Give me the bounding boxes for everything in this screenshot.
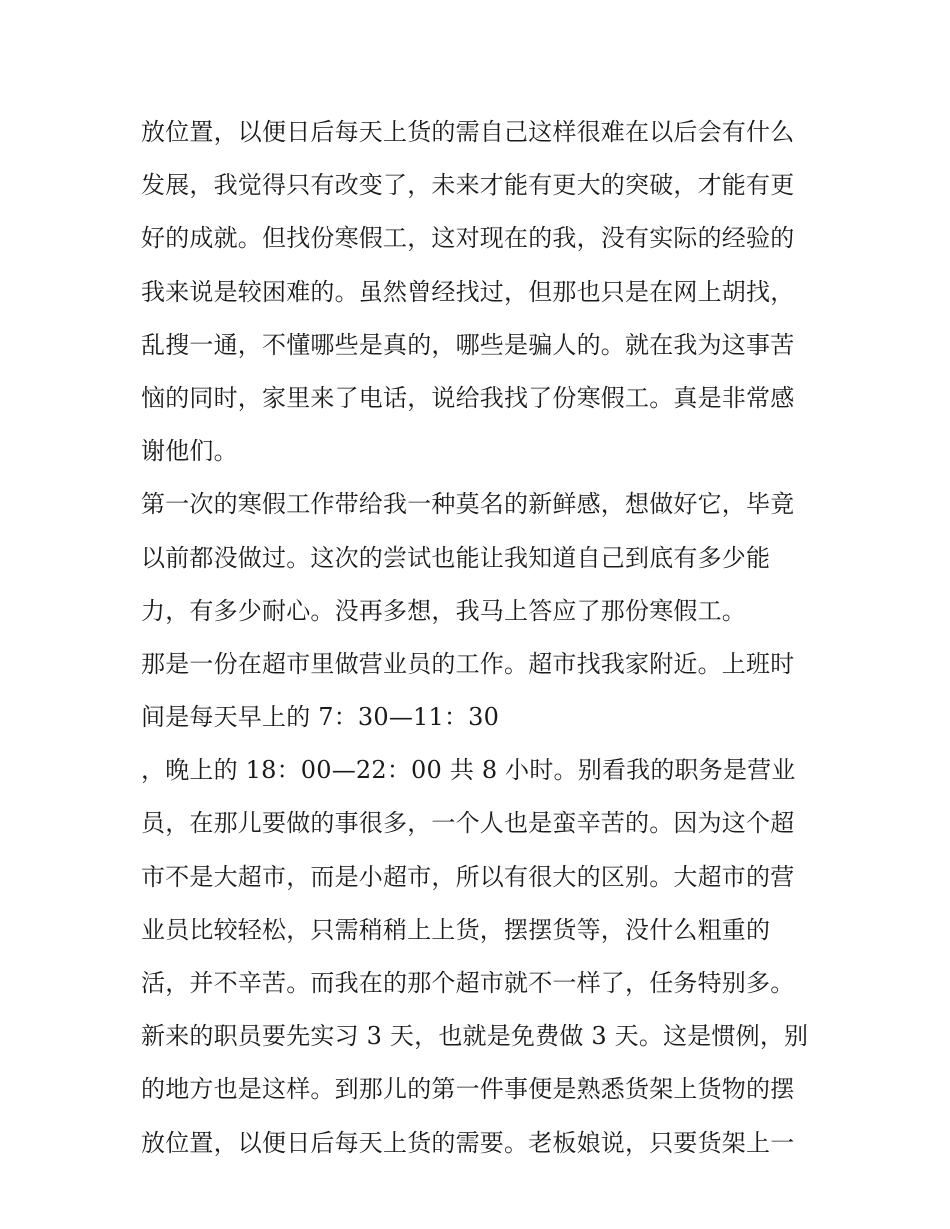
text-line: 好的成就。但找份寒假工，这对现在的我，没有实际的经验的 (141, 224, 795, 253)
text-line: 业员比较轻松，只需稍稍上上货，摆摆货等，没什么粗重的 (141, 915, 771, 944)
text-line: 的地方也是这样。到那儿的第一件事便是熟悉货架上货物的摆 (141, 1075, 795, 1104)
text-line: 第一次的寒假工作带给我一种莫名的新鲜感，想做好它，毕竟 (141, 490, 795, 519)
text-line: 发展，我觉得只有改变了，未来才能有更大的突破，才能有更 (141, 171, 795, 200)
text-line: 那是一份在超市里做营业员的工作。超市找我家附近。上班时 (141, 649, 795, 678)
text-line: 我来说是较困难的。虽然曾经找过，但那也只是在网上胡找， (141, 277, 795, 306)
text-line: 活，并不辛苦。而我在的那个超市就不一样了，任务特别多。 (141, 969, 795, 997)
text-line: 力，有多少耐心。没再多想，我马上答应了那份寒假工。 (141, 596, 746, 625)
text-line: 乱搜一通，不懂哪些是真的，哪些是骗人的。就在我为这事苦 (141, 330, 795, 359)
text-line: 新来的职员要先实习 3 天，也就是免费做 3 天。这是惯例，别 (141, 1022, 809, 1051)
body-text (141, 106, 821, 1170)
text-line: 谢他们。 (141, 437, 238, 466)
text-line: 放位置，以便日后每天上货的需自己这样很难在以后会有什么 (141, 118, 795, 146)
text-line: 以前都没做过。这次的尝试也能让我知道自己到底有多少能 (141, 543, 771, 572)
text-line: 员，在那儿要做的事很多，一个人也是蛮辛苦的。因为这个超 (141, 809, 795, 838)
text-line: ，晚上的 18：00—22：00 共 8 小时。别看我的职务是营业 (141, 756, 796, 785)
text-line: 间是每天早上的 7：30—11：30 (141, 703, 500, 732)
text-line: 市不是大超市，而是小超市，所以有很大的区别。大超市的营 (141, 862, 795, 891)
text-line: 放位置，以便日后每天上货的需要。老板娘说，只要货架上一 (141, 1128, 795, 1157)
text-line: 恼的同时，家里来了电话，说给我找了份寒假工。真是非常感 (141, 383, 795, 412)
